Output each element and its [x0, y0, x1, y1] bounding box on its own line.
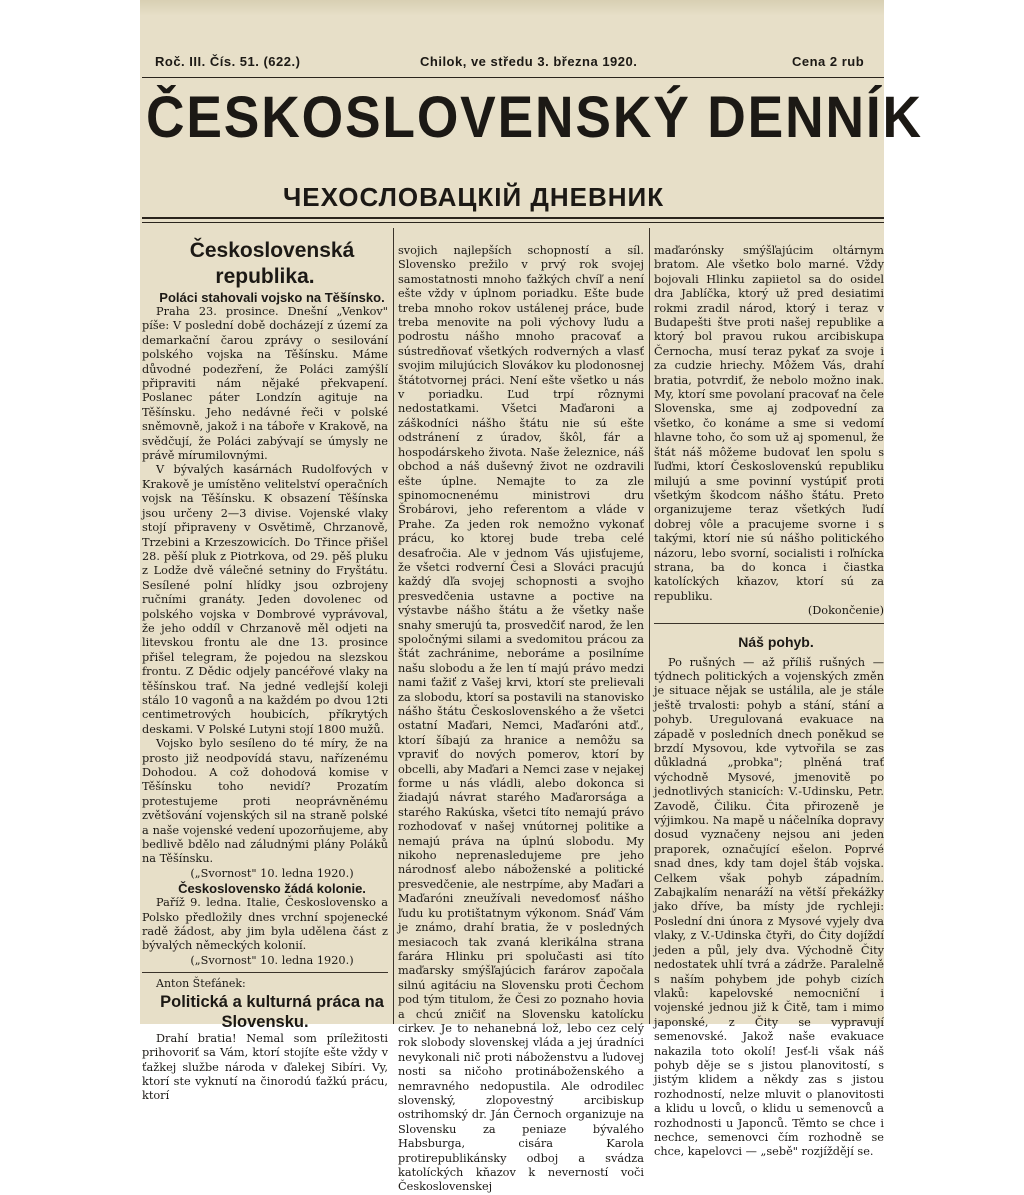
article-paragraph: V bývalých kasárnách Rudolfových v Krakově je umístěno velitelství operačních vojsk na Těšínsku. K obsazení Těšínska jsou určeny 2—3 divise. Vojenské vlaky stojí připraveny v Osvětimě, Chrzanově, Trzebini a Krzeszowicích. Do Třince přišel 28. pěší pluk z Piotrkova, od 29. pěš pluku z Lodže dvě válečné setniny do Fryštátu. Sesílené polní hlídky jsou ozbrojeny ručními granáty. Jeden dovolenec od polského vojska v Dombrové vyprávoval, že jeho oddíl v Chrzanově měl odjeti na litevskou frontu ale dne 13. prosince přišel telegram, že pojedou na slezskou frontu. Z Dědic odjely pancéřové vlaky na těšínskou trať. Na jedné vedlejší koleji stálo 10 vagonů a na každém po dvou 12ti centimetrových houbicích, příkrytých deskami. V Polské Lutyni stojí 1800 mužů.: [142, 463, 388, 736]
masthead-rule-2: [142, 222, 884, 223]
paper-fold-shadow: [140, 0, 884, 16]
masthead-top-rule: [142, 77, 884, 78]
article-source: („Svornost" 10. ledna 1920.): [190, 953, 354, 967]
place-and-date: Chilok, ve středu 3. března 1920.: [420, 54, 638, 69]
masthead-rule-1: [142, 217, 884, 219]
article-signoff: (Dokončenie): [807, 604, 884, 618]
article-author: Anton Štefánek:: [156, 977, 246, 991]
article-paragraph: Paříž 9. ledna. Italie, Československo a Polsko předložily dnes vrchní spojenecké radě žádost, aby jim byla udělena část z bývalých německých kolonií.: [142, 896, 388, 953]
column-3: [654, 244, 884, 1159]
section-heading: Československá republika.: [189, 239, 355, 288]
masthead-info-line: [155, 54, 885, 76]
column-divider-2: [649, 228, 650, 1024]
article-heading: Náš pohyb.: [738, 633, 814, 650]
article-paragraph: Po rušných — až příliš rušných — týdnech politických a vojenských změn je situace nějak se ustálila, ale je stále ještě trvalosti: pohyb a stání, stání a pohyb. Uregulovaná evakuace na západě v posledních dnech poněkud se brzdí Mysovou, kde vytvořila se zas důkladná „probka"; plněná trať východně Mysové, jmenovitě po jednotlivých stanicích: V.-Udinsku, Petr. Zavodě, Čiliku. Čita přirozeně je výjimkou. Na mapě u náčelníka dopravy dosud vyznačeny nejsou ani jeden praporek, označující ešelon. Poprvé snad dnes, kdy tam dojel štáb vojska. Celkem však pohyb západním. Zabajkalím nenaráží na větší překážky jako dříve, ba místy jde rychleji: Poslední dni února z Mysové vyjely dva vlaky, z V.-Udinska čtyři, do Čity dojíždí jeden a půl, jely dva. Východně Čity nedostatek uhlí tvrá a zádrže. Paralelně s naším pohybem jde pohyb cizích vlaků: kapelovské nemocniční i vojenské jednou již k Čitě, tam i mimo japonské, z Čity se vypravují semenovské. Jakož naše evakuace nakazila toto okolí! Jesť-li však náš pohyb děje se s jistou planovitostí, s jistým klidem a někdy zas s jistou rozhodností, nelze mluvit o planovitosti a klidu u lovců, o klidu u semenovců a rozhodnosti u Japonců. Těmto se chce i nechce, semenovci čím rozhodně se chce, kapelovci — „sebě" rozjíždějí se.: [654, 655, 884, 1159]
issue-price: Cena 2 rub: [792, 54, 865, 69]
article-separator: [654, 623, 884, 624]
article-subheading: Poláci stahovali vojsko na Těšínsko.: [159, 290, 385, 305]
article-continuation: maďarónsky smýšľajúcim oltárnym bratom. Ale všetko bolo marné. Vždy bojovali Hlinku zapiietol sa do osidel dra Jablíčka, ktorý už pred desiatimi rokmi zradil národ, ktorý i teraz v Budapešti štve proti našej republike a ktorý bol pravou rukou arcibiskupa Černocha, musí teraz pykať za svoje i za cudzie hriechy. Môžem Vás, drahí bratia, potvrdiť, že nebolo možno inak. My, ktorí sme povolaní pracovať na čele Slovenska, sme aj zodpovední za všetko, čo konáme a sme si vedomí hlavne toho, čo som už aj spomenul, že štát náš môžeme budovať len spolu s ľuďmi, ktorí Československú republiku milujú a sme povinní vystúpiť proti všetkým škodcom nášho štátu. Preto organizujeme teraz všetkých ľudí dobrej vôle a pracujeme svorne i s takými, ktorí nie sú nášho politického názoru, lebo svorní, socialisti i roľnícka strana, ba do konca i čiastka katolíckých kňazov, ktorí sú za republiku.: [654, 244, 884, 603]
column-2: [398, 244, 644, 1194]
newspaper-subtitle: ЧЕХОСЛОВАЦКIЙ ДНЕВНИК: [283, 182, 665, 212]
article-separator: [142, 972, 388, 973]
article-continuation: svojich najlepších schopností a síl. Slovensko prežilo v prvý rok svojej samostatnosti mnoho ťažkých chvíľ a není ešte vždy v úplnom poriadku. Ešte bude treba mnoho rokov ustálenej práce, bude treba menovite na poli výchovy ľudu a podrostu nášho mnoho pracovať a sústredňovať všetkých rodverných a vlasť svojim milujúcich Slovákov ku plodonosnej štátotvornej práci. Není ešte všetko u nás v poriadku. Ľud trpí rôznymi nedostatkami. Všetci Maďaroni a záškodníci nášho štátu nie sú ešte odstránení z úradov, škôl, fár a hospodárskeho života. Naše železnice, náš obchod a náš duševný život ne ozdravili ešte úplne. Nemajte to za zle spinomocnenému ministrovi dru Šrobárovi, jeho referentom a vláde v Prahe. Za jeden rok nemožno vykonať prácu, ko ktorej bude treba celé desaťročia. Ale v jednom Vás ujisťujeme, že všetci rodverní Česi a Slováci pracujú každý dľa svojej schopnosti a svojho presvedčenia ustavne a poctive na výstavbe nášho štátu a že všetky naše snahy smerujú ta, prosvedčiť narod, že len spoločnými silami a svedomitou prácou za štát zachránime, neboráme a posilníme našu slobodu a že len tí majú právo medzi nami ťažiť z Vašej krvi, ktorí ste prelievali za slobodu, ktorí sa postavili na stanovisko nášho štátu Československého a že všetci ostatní Maďari, Nemci, Maďaróni atď., ktorí šíbajú za hranice a nemôžu sa vpraviť do nových pomerov, ktorí by obcelli, aby Maďari a Nemci zase v nejakej forme u nás vládli, alebo dokonca si žiadajú návrat starého Maďarorsága a starého Rakúska, všetci títo nemajú právo rozhodovať v našej vnútornej politike a nemajú práva na úplnú slobodu. My nikoho neprenasledujeme pre jeho národnosť alebo náboženské a politické presvedčenie, ale nestrpíme, aby Maďari a Maďaróni zneužívali nevedomosť nášho ľudu ku protištatnym výkonom. Snáď Vám je známo, drahí bratia, že v posledných mesiacoch tak zvaná klerikálna strana farára Hlinku pri spolučasti asi títo maďarsky smýšľajúcich farárov započala silnú agitáciu na Slovensku proti Čechom pod tým titulom, že Česi zo poznaho hovia a chcú zničiť na Slovensku katolícku cirkev. Je to nehanebná lož, lebo cez celý rok slobody slovenskej vláda a jej úradníci nevykonali nič proti náboženstvu a ľudovej nosti sa ničoho protináboženského a nemravného nedopustila. Ale odrodilec slovenský, zlopovestný arcibiskup ostrihomský dr. Ján Černoch organizuje na Slovensku za peniaze bývalého Habsburga, cisára Karola protirepublikánsky odboj a svádza katolíckých kňazov k neverností voči Československej: [398, 244, 644, 1194]
column-1: [142, 238, 388, 1103]
article-paragraph: Praha 23. prosince. Dnešní „Venkov" píše: V poslední době docházejí z území za demarkační čarou zprávy o sesilování polského vojska na Těšínsku. Máme důvodné podezření, že Poláci zamýšlí připraviti nám nějaké překvapení. Poslanec páter Londzín agituje na Těšínsku. Jeho nedávné řeči v polské sněmovně, jakož i na táboře v Krakově, na svědčují, že Poláci zabývají se úmysly ne právě mírumilovnými.: [142, 305, 388, 463]
article-subheading: Československo žádá kolonie.: [178, 881, 366, 897]
article-heading: Politická a kulturná práca na Slovensku.: [160, 992, 384, 1031]
article-paragraph: Drahí bratia! Nemal som príležitosti prihovoriť sa Vám, ktorí stojíte ešte vždy v ťažkej službe národa v ďalekej Sibíri. Vy, ktorí ste vyknutí na činorodú ťažkú prácu, ktorí: [142, 1031, 388, 1103]
issue-number: Roč. III. Čís. 51. (622.): [155, 54, 301, 69]
column-divider-1: [393, 228, 394, 1024]
article-paragraph: Vojsko bylo sesíleno do té míry, že na prosto již neodpovídá stavu, nařízenému Dohodou. A což dohodová komise v Těšínsku toho nevidí? Prozatím protestujeme proti neoprávněnému zvětšování vojenských sil na straně polské a naše vojenské vedení upozorňujeme, aby bedlivě bdělo nad záludnými plány Poláků na Těšínsku.: [142, 737, 388, 866]
newspaper-title: ČESKOSLOVENSKÝ DENNÍK: [146, 85, 923, 150]
article-source: („Svornost" 10. ledna 1920.): [190, 866, 354, 880]
